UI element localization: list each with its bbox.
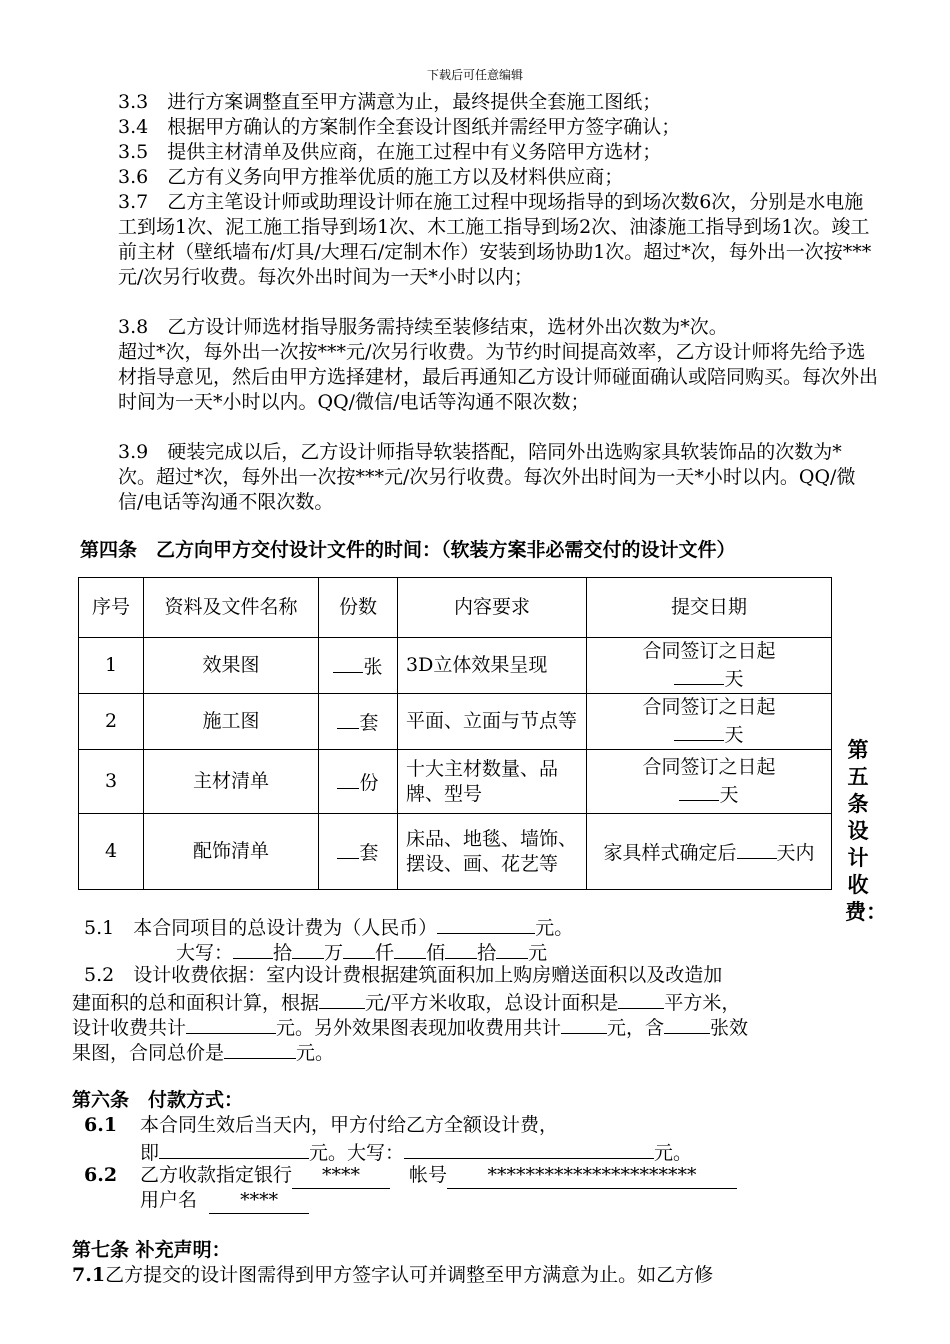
header-cell: 内容要求 bbox=[398, 578, 587, 638]
clause-7-1: 7.1乙方提交的设计图需得到甲方签字认可并调整至甲方满意为止。如乙方修 bbox=[72, 1264, 714, 1286]
cell-index: 4 bbox=[79, 814, 144, 890]
clause-5-2-line4: 果图，合同总价是 元。 bbox=[72, 1038, 334, 1066]
clause-3-8-cont: 超过*次，每外出一次按***元/次另行收费。为节约时间提高效率，乙方设计师将先给予选材指导意见，然后由甲方选择建材，最后再通知乙方设计师碰面确认或陪同购买。每次外出时间为一天*小时以内。QQ/微信/电话等沟通不限次数； bbox=[118, 341, 879, 413]
article-6-heading: 第六条 付款方式： bbox=[72, 1089, 244, 1111]
clause-3-8: 3.8 乙方设计师选材指导服务需持续至装修结束，选材外出次数为*次。 bbox=[118, 316, 728, 338]
table-row bbox=[79, 814, 832, 890]
cell-name: 配饰清单 bbox=[144, 814, 319, 890]
cell-date: 合同签订之日起 天 bbox=[587, 750, 832, 814]
deliverables-table bbox=[78, 577, 832, 890]
cell-date: 合同签订之日起 天 bbox=[587, 694, 832, 750]
cell-date: 家具样式确定后 天内 bbox=[587, 814, 832, 890]
cell-name: 效果图 bbox=[144, 638, 319, 694]
cell-requirement: 床品、地毯、墙饰、摆设、画、花艺等 bbox=[398, 814, 587, 890]
cell-requirement: 3D立体效果呈现 bbox=[398, 638, 587, 694]
clause-6-2-line2: 用户名 **** bbox=[140, 1188, 309, 1214]
cell-requirement: 平面、立面与节点等 bbox=[398, 694, 587, 750]
cell-name: 主材清单 bbox=[144, 750, 319, 814]
header-cell: 序号 bbox=[79, 578, 144, 638]
header-cell: 资料及文件名称 bbox=[144, 578, 319, 638]
table-row bbox=[79, 638, 832, 694]
clause-3-5: 3.5 提供主材清单及供应商，在施工过程中有义务陪甲方选材； bbox=[118, 141, 662, 163]
clause-5-2-line2: 建面积的总和面积计算，根据 元/平方米收取，总设计面积是 平方米， bbox=[72, 988, 740, 1016]
page-header: 下载后可任意编辑 bbox=[426, 68, 523, 82]
clause-5-1: 5.1 本合同项目的总设计费为（人民币） 元。 bbox=[84, 913, 573, 941]
clause-3-9: 3.9 硬装完成以后，乙方设计师指导软装搭配，陪同外出选购家具软装饰品的次数为*次。超过*次，每外出一次按***元/次另行收费。每次外出时间为一天*小时以内。QQ/微信/电话等沟通不限次数。 bbox=[118, 441, 856, 513]
article-5-vertical-heading: 第五条设计收费： bbox=[845, 737, 887, 924]
cell-date: 合同签订之日起 天 bbox=[587, 638, 832, 694]
table-row bbox=[79, 750, 832, 814]
clause-6-1: 6.1 本合同生效后当天内，甲方付给乙方全额设计费， bbox=[84, 1114, 559, 1136]
cell-quantity: 张 bbox=[319, 638, 398, 694]
cell-quantity: 套 bbox=[319, 814, 398, 890]
clause-3-3: 3.3 进行方案调整直至甲方满意为止，最终提供全套施工图纸； bbox=[118, 91, 662, 113]
article-4-heading: 第四条 乙方向甲方交付设计文件的时间：（软装方案非必需交付的设计文件） bbox=[80, 539, 736, 561]
clause-5-2: 5.2 设计收费依据：室内设计费根据建筑面积加上购房赠送面积以及改造加 bbox=[84, 964, 723, 986]
table-header-row bbox=[79, 578, 832, 638]
clause-3-6: 3.6 乙方有义务向甲方推举优质的施工方以及材料供应商； bbox=[118, 166, 624, 188]
clause-3-7: 3.7 乙方主笔设计师或助理设计师在施工过程中现场指导的到场次数6次，分别是水电施工到场1次、泥工施工指导到场1次、木工施工指导到场2次、油漆施工指导到场1次。竣工前主材（壁纸墙布/灯具/大理石/定制木作）安装到场协助1次。超过*次，每外出一次按***元/次另行收费。每次外出时间为一天*小时以内； bbox=[118, 191, 872, 288]
header-cell: 提交日期 bbox=[587, 578, 832, 638]
cell-quantity: 套 bbox=[319, 694, 398, 750]
clause-6-2: 6.2 乙方收款指定银行 **** 帐号 ********************** bbox=[84, 1163, 737, 1189]
clause-3-4: 3.4 根据甲方确认的方案制作全套设计图纸并需经甲方签字确认； bbox=[118, 116, 681, 138]
article-7-heading: 第七条 补充声明： bbox=[72, 1239, 231, 1261]
clause-5-1-amount-words: 大写： 拾 万 仟 佰 拾 元 bbox=[176, 938, 547, 966]
clause-6-1-line2: 即 元。大写： 元。 bbox=[140, 1138, 692, 1166]
cell-index: 3 bbox=[79, 750, 144, 814]
cell-index: 2 bbox=[79, 694, 144, 750]
header-cell: 份数 bbox=[319, 578, 398, 638]
table-row bbox=[79, 694, 832, 750]
cell-quantity: 份 bbox=[319, 750, 398, 814]
cell-index: 1 bbox=[79, 638, 144, 694]
cell-name: 施工图 bbox=[144, 694, 319, 750]
clause-5-2-line3: 设计收费共计 元。另外效果图表现加收费用共计 元，含 张效 bbox=[72, 1013, 748, 1041]
cell-requirement: 十大主材数量、品牌、型号 bbox=[398, 750, 587, 814]
